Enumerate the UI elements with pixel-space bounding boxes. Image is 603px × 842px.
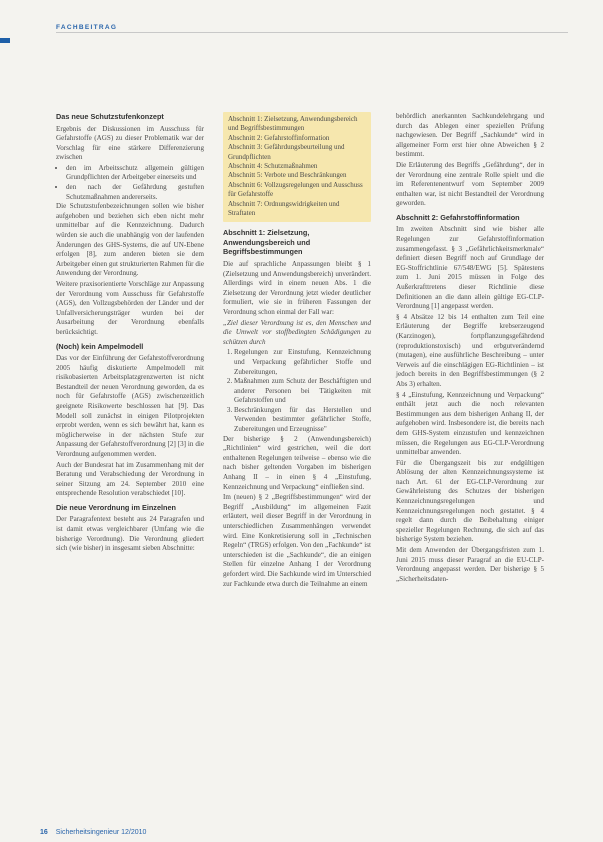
paragraph: § 4 „Einstufung, Kennzeichnung und Verpackung“ enthält jetzt auch die noch relevanten Bestimmungen aus dem bisherigen Anhang II, der aufgehoben wird. Insbesondere ist, die bereits nach dem GHS-System einzustufen und kennzeichnen müssen, die Regelungen aus EG-CLP-Verordnung unmittelbar anwenden. bbox=[396, 390, 544, 457]
page-number: 16 bbox=[40, 829, 48, 836]
page-footer bbox=[40, 829, 146, 836]
header-rule bbox=[56, 32, 568, 33]
list-item: 3. Beschränkungen für das Herstellen und Verwenden bestimmter gefährlicher Stoffe, Zubereitungen und Erzeugnisse" bbox=[234, 406, 371, 435]
paragraph: Für die Übergangszeit bis zur endgültigen Ablösung der alten Kennzeichnungssysteme ist nach Art. 61 der EG-CLP-Verordnung zur Gewährleistung des Schutzes der bisherigen Kennzeichnungsregelungen und Kennzeichnungsregelungen noch gestattet. § 4 regelt dann durch die Beibehaltung einiger spezieller Regelungen Rechnung, die sich auf das bisherige System beziehen. bbox=[396, 458, 544, 544]
toc-item: Abschnitt 5: Verbote und Beschränkungen bbox=[228, 171, 347, 180]
journal-issue: Sicherheitsingenieur 12/2010 bbox=[55, 829, 147, 836]
heading-abschnitt-1: Abschnitt 1: Zielsetzung, Anwendungsbereich und Begriffsbestimmungen bbox=[223, 228, 311, 257]
section-overview-box bbox=[223, 112, 371, 222]
list-item: 1. Regelungen zur Einstufung, Kennzeichnung und Verpackung gefährlicher Stoffe und Zubereitungen, bbox=[234, 348, 371, 377]
paragraph: Die Schutzstufenbezeichnungen sollen wie bisher aufgehoben und beziehen sich eben nicht mehr unmittelbar auf die Kennzeichnung. Dadurch würden sie auch die unabhängig von der laufenden Änderungen des GHS-Systems, die auf UN-Ebene erfolgen [8], zum anderen bieten sie dem Arbeitgeber einen gut strukturierten Rahmen für die Anwendung der Verordnung. bbox=[56, 202, 204, 278]
column-3 bbox=[396, 112, 544, 585]
paragraph: Die auf sprachliche Anpassungen bleibt § 1 (Zielsetzung und Anwendungsbereich) unverändert. Allerdings wird in einem neuen Abs. 1 die Zielsetzung der Verordnung jetzt wieder deutlicher formuliert, wie sie in früheren Fassungen der Verordnung schon einmal der Fall war: bbox=[223, 259, 371, 316]
section-label: FACHBEITRAG bbox=[56, 24, 118, 31]
list-item: 2. Maßnahmen zum Schutz der Beschäftigten und anderer Personen bei Tätigkeiten mit Gefahrstoffen und bbox=[234, 377, 371, 406]
bullet-list bbox=[56, 164, 204, 202]
paragraph: behördlich anerkannten Sachkundelehrgang und durch das Ablegen einer speziellen Prüfung nachgewiesen. Der Begriff „Sachkunde“ wird in allgemeiner Form erst hier ohne Abweichen § 2 bestimmt. bbox=[396, 112, 544, 159]
column-2 bbox=[223, 112, 371, 590]
heading-abschnitt-2: Abschnitt 2: Gefahrstoffinformation bbox=[396, 212, 520, 222]
paragraph: Im zweiten Abschnitt sind wie bisher alle Regelungen zur Gefahrstoffinformation zusammengefasst. § 3 „Gefährlichkeitsmerkmale“ definiert diesen Begriff noch auf Grundlage der EG-Stoffrichtlinie 67/548/EWG [5]. Spätestens zum 1. Juni 2015 müssen in Folge des Außerkrafttretens dieser Richtlinie diese Definitionen an die dann allein gültige EG-CLP-Verordnung [1] angepasst werden. bbox=[396, 225, 544, 311]
toc-item: Abschnitt 2: Gefahrstoffinformation bbox=[228, 133, 330, 142]
paragraph: Auch der Bundesrat hat im Zusammenhang mit der Beratung und Verabschiedung der Verordnung in seiner Sitzung am 24. September 2010 eine entsprechende Resolution verabschiedet [10]. bbox=[56, 460, 204, 498]
paragraph: Die Erläuterung des Begriffs „Gefährdung“, der in der Verordnung eine zentrale Rolle spielt und die im Referentenentwurf vom September 2009 enthalten war, ist nicht Bestandteil der Verordnung geworden. bbox=[396, 160, 544, 208]
numbered-list bbox=[223, 348, 371, 434]
quote: „Ziel dieser Verordnung ist es, den Menschen und die Umwelt vor stoffbedingten Schädigungen zu schützen durch bbox=[223, 318, 371, 346]
heading-ampelmodell: (Noch) kein Ampelmodell bbox=[56, 341, 144, 351]
toc-item: Abschnitt 7: Ordnungswidrigkeiten und Straftaten bbox=[228, 199, 340, 218]
toc-item: Abschnitt 6: Vollzugsregelungen und Ausschuss für Gefahrstoffe bbox=[228, 180, 363, 199]
toc-item: Abschnitt 3: Gefährdungsbeurteilung und Grundpflichten bbox=[228, 143, 345, 161]
paragraph: Ergebnis der Diskussionen im Ausschuss für Gefahrstoffe (AGS) zu dieser Problematik war der Vorschlag für eine stärkere Differenzierung zwischen bbox=[56, 124, 204, 162]
paragraph: Der bisherige § 2 (Anwendungsbereich) „Richtlinien“ wird gestrichen, weil die dort enthaltenen Regelungen teilweise – ebenso wie die nach bisher geltenden Vorgaben im bisherigen Anhang II – in einen § 4 „Einstufung, Kennzeichnung und Verpackung“ einfließen sind. bbox=[223, 434, 371, 491]
paragraph: Weitere praxisorientierte Vorschläge zur Anpassung der Verordnung vom Ausschuss für Gefahrstoffe (AGS), den Vollzugsbehörden der Länder und der Unfallversicherungsträger wurden bei der Ausarbeitung der Verordnung ebenfalls berücksichtigt. bbox=[56, 280, 204, 336]
column-1 bbox=[56, 112, 204, 555]
paragraph: Das vor der Einführung der Gefahrstoffverordnung 2005 häufig diskutierte Ampelmodell mit risikobasierten Arbeitsplatzgrenzwerten ist nicht Bestandteil der neuen Verordnung geworden, da es noch für Gefahrstoffe (AGS) zwischenzeitlich geeignete Risikowerte beschlossen hat [9]. Das Modell soll zunächst in einigen Pilotprojekten erprobt werden, wenn es sich bewährt hat, kann es möglicherweise in der nächsten Stufe zur Anpassung der Gefahrstoffverordnung [2] [3] in die Verordnung aufgenommen werden. bbox=[56, 354, 204, 458]
paragraph: Der Paragrafentext besteht aus 24 Paragrafen und ist damit etwas vergleichbarer (Umfang wie die bisherige Verordnung). Die Verordnung gliedert sich (wie bisher) in insgesamt sieben Abschnitte: bbox=[56, 515, 204, 553]
header-accent-bar bbox=[0, 38, 10, 43]
paragraph: Mit dem Anwenden der Übergangsfristen zum 1. Juni 2015 muss dieser Paragraf an die EU-CLP-Verordnung angepasst werden. Der bisherige § 5 „Sicherheitsdaten- bbox=[396, 546, 544, 583]
toc-item: Abschnitt 4: Schutzmaßnahmen bbox=[228, 162, 318, 171]
toc-item: Abschnitt 1: Zielsetzung, Anwendungsbereich und Begriffsbestimmungen bbox=[228, 115, 358, 133]
bullet-item: • den nach der Gefährdung gestuften Schutzmaßnahmen andererseits. bbox=[66, 183, 204, 202]
heading-verordnung-einzelnen: Die neue Verordnung im Einzelnen bbox=[56, 502, 177, 512]
heading-schutzstufenkonzept: Das neue Schutzstufenkonzept bbox=[56, 112, 164, 121]
bullet-item: • den im Arbeitsschutz allgemein gültigen Grundpflichten der Arbeitgeber einerseits und bbox=[66, 164, 204, 183]
paragraph: § 4 Absätze 12 bis 14 enthalten zum Teil eine Erläuterung der Begriffe krebserzeugend (Karzinogen), fortpflanzungsgefährdend (reproduktionstoxisch) und erbgutverändernd (mutagen), eine ausführliche Beschreibung – unter Verweis auf die einschlägigen EG-Richtlinien – ist jedoch bereits in den Begriffsbestimmungen (§ 2 Abs 3) erhalten. bbox=[396, 312, 544, 388]
paragraph: Im (neuen) § 2 „Begriffsbestimmungen“ wird der Begriff „Ausbildung“ im allgemeinen Fazit erläutert, weil dieser Begriff in der Verordnung in unterschiedlichen Zusammenhängen verwendet wird. Eine Konkretisierung soll in „Technischen Regeln“ (TRGS) erfolgen. Von den „Fachkunde“ ist unterschieden ist die „Sachkunde“, die an einigen Stellen für einzelne Anhang I der Verordnung gefordert wird. Die Sachkunde wird im Unterschied zur Fachkunde etwa durch die Teilnahme an einem bbox=[223, 493, 371, 588]
